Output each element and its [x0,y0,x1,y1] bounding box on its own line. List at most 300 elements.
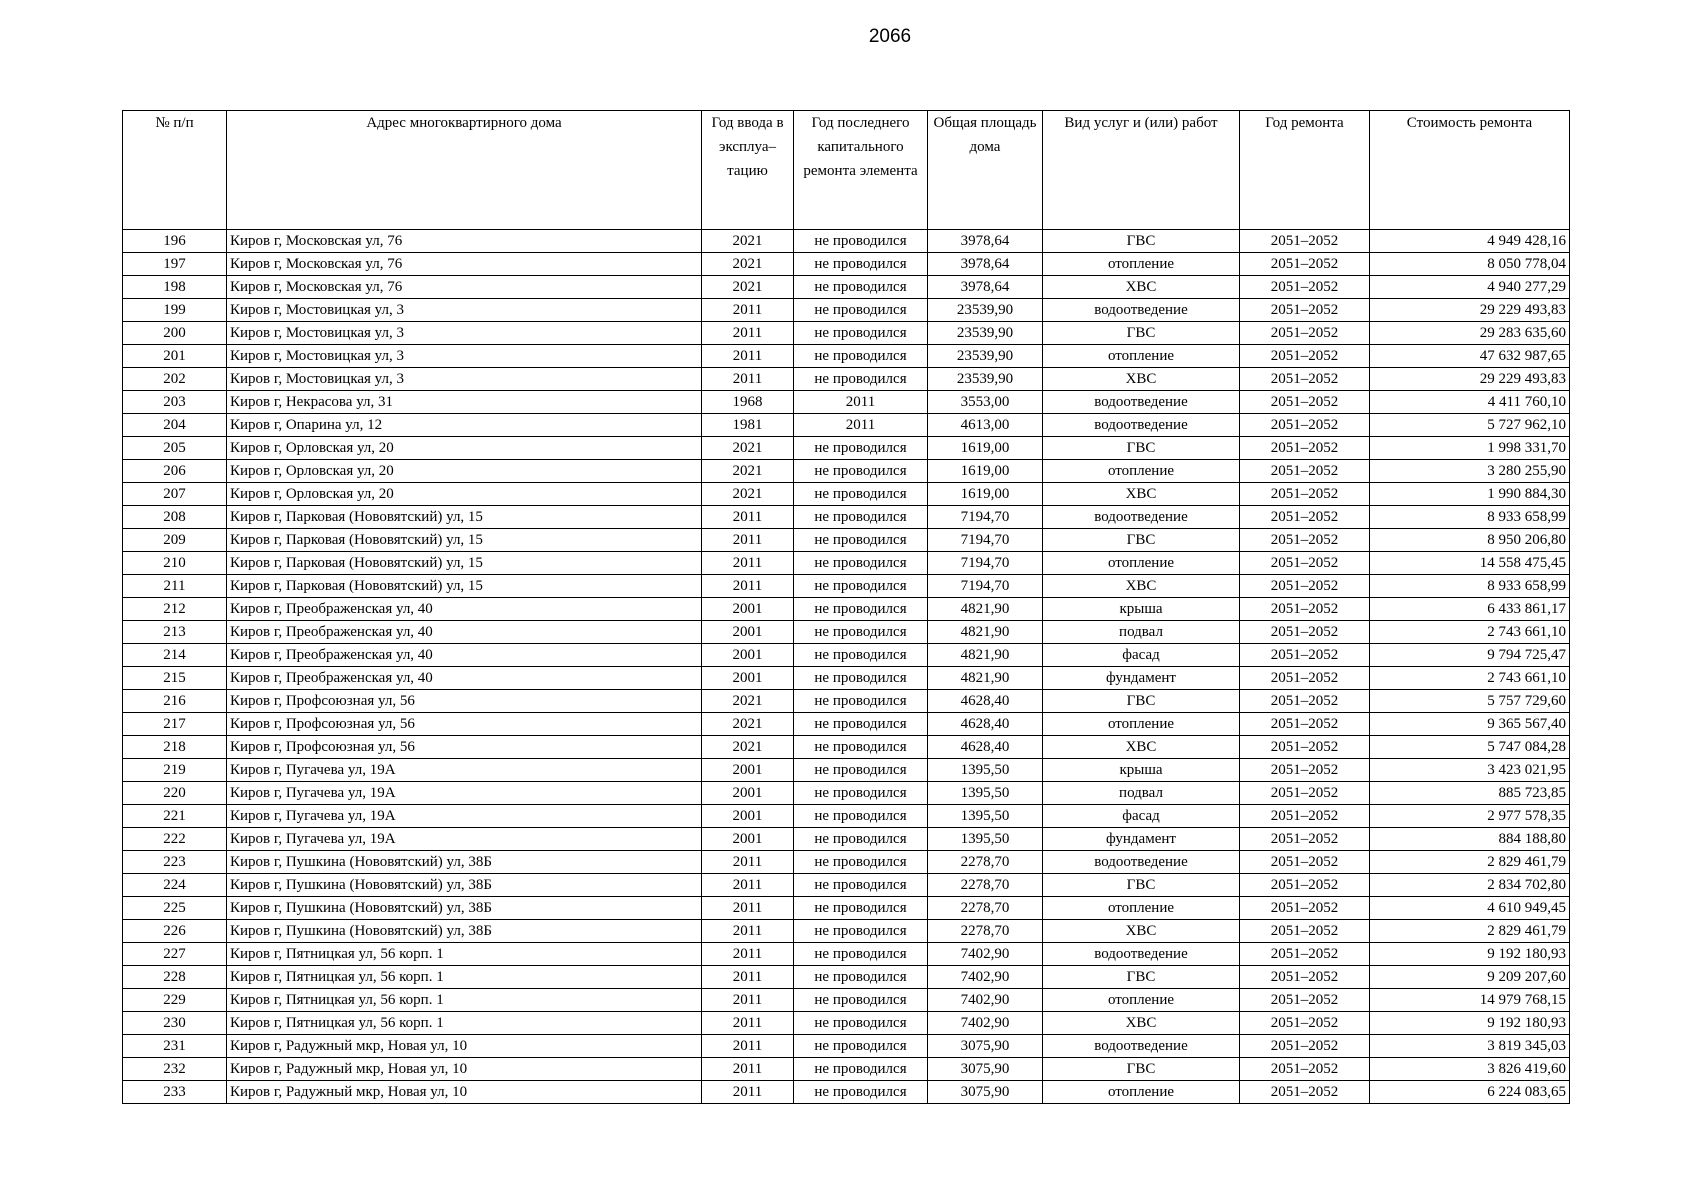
row-total-area: 1395,50 [928,759,1043,782]
row-last-repair-year: не проводился [794,667,928,690]
row-total-area: 3553,00 [928,391,1043,414]
row-commission-year: 2001 [702,828,794,851]
row-repair-period: 2051–2052 [1240,230,1370,253]
row-work-type: водоотведение [1043,1035,1240,1058]
row-total-area: 2278,70 [928,920,1043,943]
row-repair-period: 2051–2052 [1240,276,1370,299]
row-work-type: крыша [1043,759,1240,782]
row-address: Киров г, Орловская ул, 20 [227,460,702,483]
row-repair-cost: 8 933 658,99 [1370,506,1570,529]
row-commission-year: 2011 [702,966,794,989]
table-row [123,851,1570,874]
row-address: Киров г, Радужный мкр, Новая ул, 10 [227,1081,702,1104]
row-address: Киров г, Радужный мкр, Новая ул, 10 [227,1058,702,1081]
row-work-type: ХВС [1043,368,1240,391]
row-repair-cost: 47 632 987,65 [1370,345,1570,368]
row-last-repair-year: не проводился [794,575,928,598]
row-last-repair-year: не проводился [794,621,928,644]
row-last-repair-year: не проводился [794,345,928,368]
table-row [123,943,1570,966]
row-number: 215 [123,667,227,690]
row-last-repair-year: не проводился [794,483,928,506]
row-number: 212 [123,598,227,621]
row-work-type: крыша [1043,598,1240,621]
table-row [123,575,1570,598]
row-total-area: 4821,90 [928,644,1043,667]
row-address: Киров г, Пугачева ул, 19А [227,805,702,828]
row-last-repair-year: не проводился [794,552,928,575]
row-repair-period: 2051–2052 [1240,253,1370,276]
row-last-repair-year: не проводился [794,1081,928,1104]
row-commission-year: 2001 [702,782,794,805]
row-total-area: 3075,90 [928,1081,1043,1104]
table-row [123,920,1570,943]
row-repair-cost: 885 723,85 [1370,782,1570,805]
row-commission-year: 2021 [702,483,794,506]
row-repair-cost: 3 280 255,90 [1370,460,1570,483]
row-last-repair-year: не проводился [794,828,928,851]
row-repair-cost: 8 933 658,99 [1370,575,1570,598]
table-row [123,391,1570,414]
row-commission-year: 2021 [702,253,794,276]
row-repair-period: 2051–2052 [1240,460,1370,483]
header-last-repair-year: Год последнего капитального ремонта элемента [794,111,928,230]
row-work-type: отопление [1043,713,1240,736]
row-last-repair-year: не проводился [794,736,928,759]
row-last-repair-year: не проводился [794,759,928,782]
row-repair-cost: 14 558 475,45 [1370,552,1570,575]
row-commission-year: 2021 [702,713,794,736]
row-commission-year: 2011 [702,1035,794,1058]
row-number: 230 [123,1012,227,1035]
row-commission-year: 2011 [702,874,794,897]
row-last-repair-year: не проводился [794,460,928,483]
row-repair-cost: 8 950 206,80 [1370,529,1570,552]
row-commission-year: 2001 [702,644,794,667]
row-repair-cost: 3 423 021,95 [1370,759,1570,782]
row-number: 227 [123,943,227,966]
row-last-repair-year: не проводился [794,989,928,1012]
row-repair-period: 2051–2052 [1240,1012,1370,1035]
row-commission-year: 2011 [702,322,794,345]
row-address: Киров г, Пятницкая ул, 56 корп. 1 [227,989,702,1012]
row-repair-cost: 4 949 428,16 [1370,230,1570,253]
row-work-type: фасад [1043,805,1240,828]
row-commission-year: 2001 [702,598,794,621]
row-last-repair-year: 2011 [794,391,928,414]
row-number: 202 [123,368,227,391]
row-commission-year: 2011 [702,368,794,391]
row-last-repair-year: не проводился [794,920,928,943]
row-repair-cost: 8 050 778,04 [1370,253,1570,276]
row-total-area: 23539,90 [928,345,1043,368]
row-commission-year: 2011 [702,989,794,1012]
row-work-type: ХВС [1043,276,1240,299]
row-repair-cost: 2 743 661,10 [1370,621,1570,644]
row-last-repair-year: не проводился [794,782,928,805]
row-address: Киров г, Парковая (Нововятский) ул, 15 [227,552,702,575]
row-total-area: 23539,90 [928,299,1043,322]
table-row [123,322,1570,345]
row-address: Киров г, Московская ул, 76 [227,253,702,276]
row-repair-period: 2051–2052 [1240,1058,1370,1081]
row-total-area: 1395,50 [928,782,1043,805]
table-row [123,437,1570,460]
row-work-type: ХВС [1043,736,1240,759]
row-number: 213 [123,621,227,644]
row-number: 211 [123,575,227,598]
row-commission-year: 2011 [702,345,794,368]
table-row [123,989,1570,1012]
row-repair-cost: 5 747 084,28 [1370,736,1570,759]
row-number: 217 [123,713,227,736]
row-repair-cost: 4 940 277,29 [1370,276,1570,299]
row-commission-year: 2011 [702,851,794,874]
table-row [123,345,1570,368]
row-address: Киров г, Пушкина (Нововятский) ул, 38Б [227,897,702,920]
row-total-area: 7402,90 [928,989,1043,1012]
header-commission-year: Год ввода в эксплуа–тацию [702,111,794,230]
row-number: 206 [123,460,227,483]
row-work-type: водоотведение [1043,299,1240,322]
row-last-repair-year: 2011 [794,414,928,437]
row-number: 228 [123,966,227,989]
row-number: 207 [123,483,227,506]
row-address: Киров г, Некрасова ул, 31 [227,391,702,414]
row-work-type: фасад [1043,644,1240,667]
table-row [123,874,1570,897]
header-work-type: Вид услуг и (или) работ [1043,111,1240,230]
table-row [123,782,1570,805]
row-work-type: отопление [1043,345,1240,368]
row-address: Киров г, Преображенская ул, 40 [227,667,702,690]
row-total-area: 7194,70 [928,529,1043,552]
row-repair-cost: 6 433 861,17 [1370,598,1570,621]
row-commission-year: 2001 [702,667,794,690]
row-repair-period: 2051–2052 [1240,943,1370,966]
row-last-repair-year: не проводился [794,851,928,874]
row-number: 208 [123,506,227,529]
row-address: Киров г, Орловская ул, 20 [227,483,702,506]
row-repair-period: 2051–2052 [1240,575,1370,598]
row-total-area: 1619,00 [928,437,1043,460]
row-total-area: 4628,40 [928,690,1043,713]
row-commission-year: 2001 [702,621,794,644]
row-total-area: 4821,90 [928,667,1043,690]
row-total-area: 4628,40 [928,713,1043,736]
row-last-repair-year: не проводился [794,690,928,713]
row-address: Киров г, Профсоюзная ул, 56 [227,690,702,713]
row-number: 205 [123,437,227,460]
row-commission-year: 2021 [702,437,794,460]
row-last-repair-year: не проводился [794,713,928,736]
row-repair-period: 2051–2052 [1240,1035,1370,1058]
row-total-area: 3978,64 [928,253,1043,276]
row-commission-year: 2011 [702,529,794,552]
row-repair-cost: 14 979 768,15 [1370,989,1570,1012]
row-commission-year: 2021 [702,460,794,483]
row-last-repair-year: не проводился [794,437,928,460]
row-work-type: водоотведение [1043,391,1240,414]
row-total-area: 3075,90 [928,1035,1043,1058]
row-number: 224 [123,874,227,897]
row-repair-cost: 9 192 180,93 [1370,943,1570,966]
repair-registry-table [122,110,1570,1104]
row-repair-period: 2051–2052 [1240,851,1370,874]
row-total-area: 7402,90 [928,943,1043,966]
row-total-area: 1395,50 [928,828,1043,851]
row-work-type: ХВС [1043,920,1240,943]
row-address: Киров г, Пугачева ул, 19А [227,782,702,805]
row-number: 219 [123,759,227,782]
row-repair-cost: 9 209 207,60 [1370,966,1570,989]
row-repair-cost: 3 826 419,60 [1370,1058,1570,1081]
row-total-area: 3978,64 [928,276,1043,299]
row-work-type: фундамент [1043,828,1240,851]
row-repair-period: 2051–2052 [1240,598,1370,621]
row-repair-cost: 5 727 962,10 [1370,414,1570,437]
row-number: 223 [123,851,227,874]
row-total-area: 2278,70 [928,851,1043,874]
row-address: Киров г, Парковая (Нововятский) ул, 15 [227,506,702,529]
row-number: 210 [123,552,227,575]
row-number: 232 [123,1058,227,1081]
row-commission-year: 2011 [702,1081,794,1104]
row-repair-cost: 29 229 493,83 [1370,299,1570,322]
table-row [123,1012,1570,1035]
row-number: 220 [123,782,227,805]
table-row [123,276,1570,299]
row-address: Киров г, Пятницкая ул, 56 корп. 1 [227,1012,702,1035]
table-row [123,368,1570,391]
row-address: Киров г, Мостовицкая ул, 3 [227,299,702,322]
row-total-area: 23539,90 [928,368,1043,391]
row-work-type: отопление [1043,897,1240,920]
row-last-repair-year: не проводился [794,299,928,322]
row-address: Киров г, Мостовицкая ул, 3 [227,368,702,391]
row-number: 197 [123,253,227,276]
row-number: 209 [123,529,227,552]
row-total-area: 1619,00 [928,460,1043,483]
row-repair-period: 2051–2052 [1240,391,1370,414]
row-repair-period: 2051–2052 [1240,759,1370,782]
table-row [123,506,1570,529]
row-repair-cost: 5 757 729,60 [1370,690,1570,713]
table-row [123,529,1570,552]
row-repair-period: 2051–2052 [1240,437,1370,460]
row-last-repair-year: не проводился [794,644,928,667]
header-total-area: Общая площадь дома [928,111,1043,230]
row-number: 214 [123,644,227,667]
row-work-type: отопление [1043,989,1240,1012]
table-row [123,759,1570,782]
row-work-type: ХВС [1043,1012,1240,1035]
row-work-type: фундамент [1043,667,1240,690]
row-total-area: 2278,70 [928,874,1043,897]
row-repair-period: 2051–2052 [1240,828,1370,851]
row-last-repair-year: не проводился [794,506,928,529]
row-repair-period: 2051–2052 [1240,805,1370,828]
row-work-type: отопление [1043,253,1240,276]
row-repair-period: 2051–2052 [1240,920,1370,943]
header-repair-cost: Стоимость ремонта [1370,111,1570,230]
row-commission-year: 1981 [702,414,794,437]
row-address: Киров г, Московская ул, 76 [227,230,702,253]
row-last-repair-year: не проводился [794,368,928,391]
row-number: 199 [123,299,227,322]
row-repair-period: 2051–2052 [1240,989,1370,1012]
row-repair-cost: 9 794 725,47 [1370,644,1570,667]
row-work-type: водоотведение [1043,851,1240,874]
row-repair-period: 2051–2052 [1240,713,1370,736]
row-repair-cost: 2 977 578,35 [1370,805,1570,828]
row-commission-year: 2011 [702,575,794,598]
row-repair-period: 2051–2052 [1240,552,1370,575]
row-last-repair-year: не проводился [794,966,928,989]
row-work-type: водоотведение [1043,506,1240,529]
row-repair-cost: 3 819 345,03 [1370,1035,1570,1058]
row-repair-period: 2051–2052 [1240,368,1370,391]
row-number: 196 [123,230,227,253]
table-row [123,483,1570,506]
table-row [123,598,1570,621]
table-row [123,621,1570,644]
row-address: Киров г, Преображенская ул, 40 [227,598,702,621]
row-repair-period: 2051–2052 [1240,506,1370,529]
row-address: Киров г, Пятницкая ул, 56 корп. 1 [227,966,702,989]
table-header [123,111,1570,230]
row-work-type: отопление [1043,552,1240,575]
row-total-area: 1619,00 [928,483,1043,506]
table-row [123,460,1570,483]
row-repair-cost: 2 834 702,80 [1370,874,1570,897]
table-row [123,1058,1570,1081]
row-commission-year: 2001 [702,805,794,828]
row-last-repair-year: не проводился [794,276,928,299]
row-work-type: ГВС [1043,322,1240,345]
row-repair-cost: 1 998 331,70 [1370,437,1570,460]
table-row [123,644,1570,667]
table-row [123,414,1570,437]
row-repair-period: 2051–2052 [1240,736,1370,759]
row-repair-cost: 2 743 661,10 [1370,667,1570,690]
row-last-repair-year: не проводился [794,897,928,920]
row-number: 203 [123,391,227,414]
row-number: 200 [123,322,227,345]
row-repair-period: 2051–2052 [1240,874,1370,897]
row-number: 221 [123,805,227,828]
row-repair-cost: 2 829 461,79 [1370,920,1570,943]
table-row [123,1035,1570,1058]
row-address: Киров г, Пушкина (Нововятский) ул, 38Б [227,874,702,897]
row-address: Киров г, Пушкина (Нововятский) ул, 38Б [227,851,702,874]
table-row [123,690,1570,713]
row-total-area: 7402,90 [928,966,1043,989]
row-commission-year: 2001 [702,759,794,782]
row-address: Киров г, Пугачева ул, 19А [227,828,702,851]
row-number: 222 [123,828,227,851]
row-address: Киров г, Парковая (Нововятский) ул, 15 [227,529,702,552]
row-total-area: 4821,90 [928,598,1043,621]
row-work-type: ГВС [1043,529,1240,552]
row-number: 218 [123,736,227,759]
row-repair-period: 2051–2052 [1240,782,1370,805]
row-address: Киров г, Профсоюзная ул, 56 [227,736,702,759]
table-row [123,299,1570,322]
table-row [123,713,1570,736]
row-work-type: ХВС [1043,483,1240,506]
row-number: 198 [123,276,227,299]
row-repair-period: 2051–2052 [1240,1081,1370,1104]
row-last-repair-year: не проводился [794,1058,928,1081]
row-work-type: ХВС [1043,575,1240,598]
row-address: Киров г, Пятницкая ул, 56 корп. 1 [227,943,702,966]
row-total-area: 7194,70 [928,552,1043,575]
row-total-area: 3978,64 [928,230,1043,253]
row-total-area: 3075,90 [928,1058,1043,1081]
row-commission-year: 2011 [702,1058,794,1081]
row-repair-cost: 29 283 635,60 [1370,322,1570,345]
row-last-repair-year: не проводился [794,253,928,276]
row-address: Киров г, Московская ул, 76 [227,276,702,299]
row-repair-period: 2051–2052 [1240,299,1370,322]
row-repair-period: 2051–2052 [1240,345,1370,368]
row-work-type: водоотведение [1043,943,1240,966]
row-repair-period: 2051–2052 [1240,644,1370,667]
row-repair-cost: 9 192 180,93 [1370,1012,1570,1035]
row-work-type: подвал [1043,782,1240,805]
row-commission-year: 2011 [702,506,794,529]
row-repair-period: 2051–2052 [1240,414,1370,437]
row-address: Киров г, Парковая (Нововятский) ул, 15 [227,575,702,598]
header-number: № п/п [123,111,227,230]
row-address: Киров г, Опарина ул, 12 [227,414,702,437]
row-work-type: ГВС [1043,690,1240,713]
row-total-area: 23539,90 [928,322,1043,345]
row-repair-cost: 6 224 083,65 [1370,1081,1570,1104]
row-repair-period: 2051–2052 [1240,897,1370,920]
row-last-repair-year: не проводился [794,1035,928,1058]
row-last-repair-year: не проводился [794,943,928,966]
row-work-type: ГВС [1043,1058,1240,1081]
row-repair-cost: 4 610 949,45 [1370,897,1570,920]
row-commission-year: 2021 [702,690,794,713]
row-last-repair-year: не проводился [794,874,928,897]
table-row [123,230,1570,253]
table-row [123,897,1570,920]
row-number: 201 [123,345,227,368]
row-work-type: ГВС [1043,230,1240,253]
row-repair-period: 2051–2052 [1240,529,1370,552]
table-row [123,805,1570,828]
row-work-type: ГВС [1043,437,1240,460]
row-work-type: ГВС [1043,966,1240,989]
row-work-type: подвал [1043,621,1240,644]
row-number: 225 [123,897,227,920]
row-last-repair-year: не проводился [794,598,928,621]
row-last-repair-year: не проводился [794,529,928,552]
table-row [123,828,1570,851]
row-total-area: 7194,70 [928,575,1043,598]
row-commission-year: 2011 [702,920,794,943]
row-commission-year: 2011 [702,943,794,966]
row-repair-cost: 2 829 461,79 [1370,851,1570,874]
row-commission-year: 2021 [702,230,794,253]
table-row [123,667,1570,690]
row-work-type: отопление [1043,460,1240,483]
row-repair-period: 2051–2052 [1240,322,1370,345]
row-address: Киров г, Преображенская ул, 40 [227,621,702,644]
